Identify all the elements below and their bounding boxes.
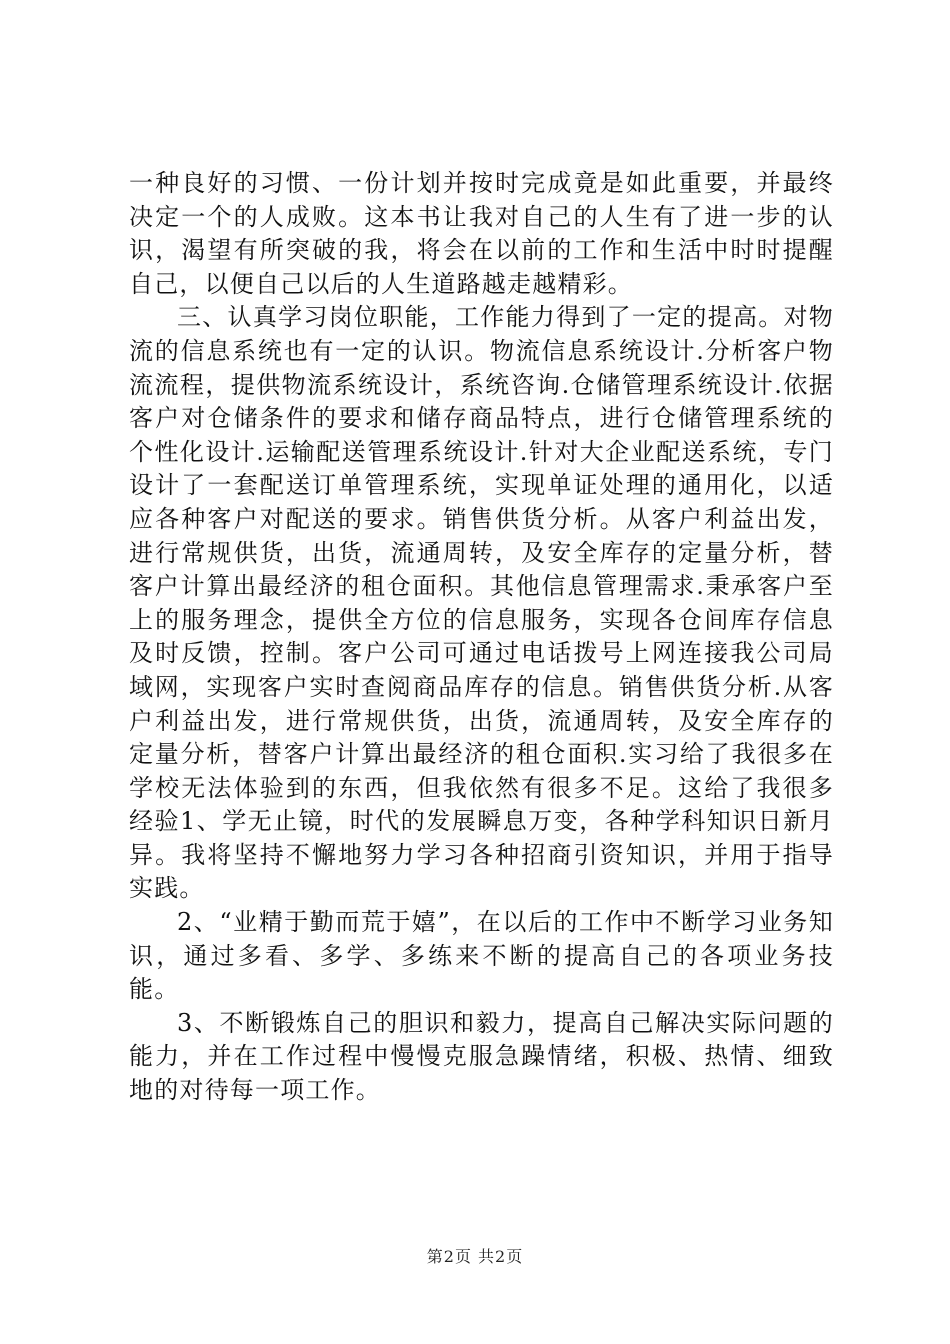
- paragraph-3: 2、“业精于勤而荒于嬉”，在以后的工作中不断学习业务知识，通过多看、多学、多练来不断的提高自己的各项业务技能。: [129, 908, 834, 1004]
- paragraph-4: 3、不断锻炼自己的胆识和毅力，提高自己解决实际问题的能力，并在工作过程中慢慢克服急躁情绪，积极、热情、细致地的对待每一项工作。: [129, 1008, 834, 1105]
- paragraph-2: 三、认真学习岗位职能，工作能力得到了一定的提高。对物流的信息系统也有一定的认识。物流信息系统设计.分析客户物流流程，提供物流系统设计，系统咨询.仓储管理系统设计.依据客户对仓储条件的要求和储存商品特点，进行仓储管理系统的个性化设计.运输配送管理系统设计.针对大企业配送系统，专门设计了一套配送订单管理系统，实现单证处理的通用化，以适应各种客户对配送的要求。销售供货分析。从客户利益出发，进行常规供货，出货，流通周转，及安全库存的定量分析，替客户计算出最经济的租仓面积。其他信息管理需求.秉承客户至上的服务理念，提供全方位的信息服务，实现各仓间库存信息及时反馈，控制。客户公司可通过电话拨号上网连接我公司局域网，实现客户实时查阅商品库存的信息。销售供货分析.从客户利益出发，进行常规供货，出货，流通周转，及安全库存的定量分析，替客户计算出最经济的租仓面积.实习给了我很多在学校无法体验到的东西，但我依然有很多不足。这给了我很多经验1、学无止镜，时代的发展瞬息万变，各种学科知识日新月异。我将坚持不懈地努力学习各种招商引资知识，并用于指导实践。: [129, 303, 834, 903]
- document-body: [129, 167, 834, 1108]
- paragraph-1: 一种良好的习惯、一份计划并按时完成竟是如此重要，并最终决定一个的人成败。这本书让我对自己的人生有了进一步的认识，渴望有所突破的我，将会在以前的工作和生活中时时提醒自己，以便自己以后的人生道路越走越精彩。: [129, 169, 834, 298]
- page-number-footer: 第2页 共2页: [426, 1247, 524, 1266]
